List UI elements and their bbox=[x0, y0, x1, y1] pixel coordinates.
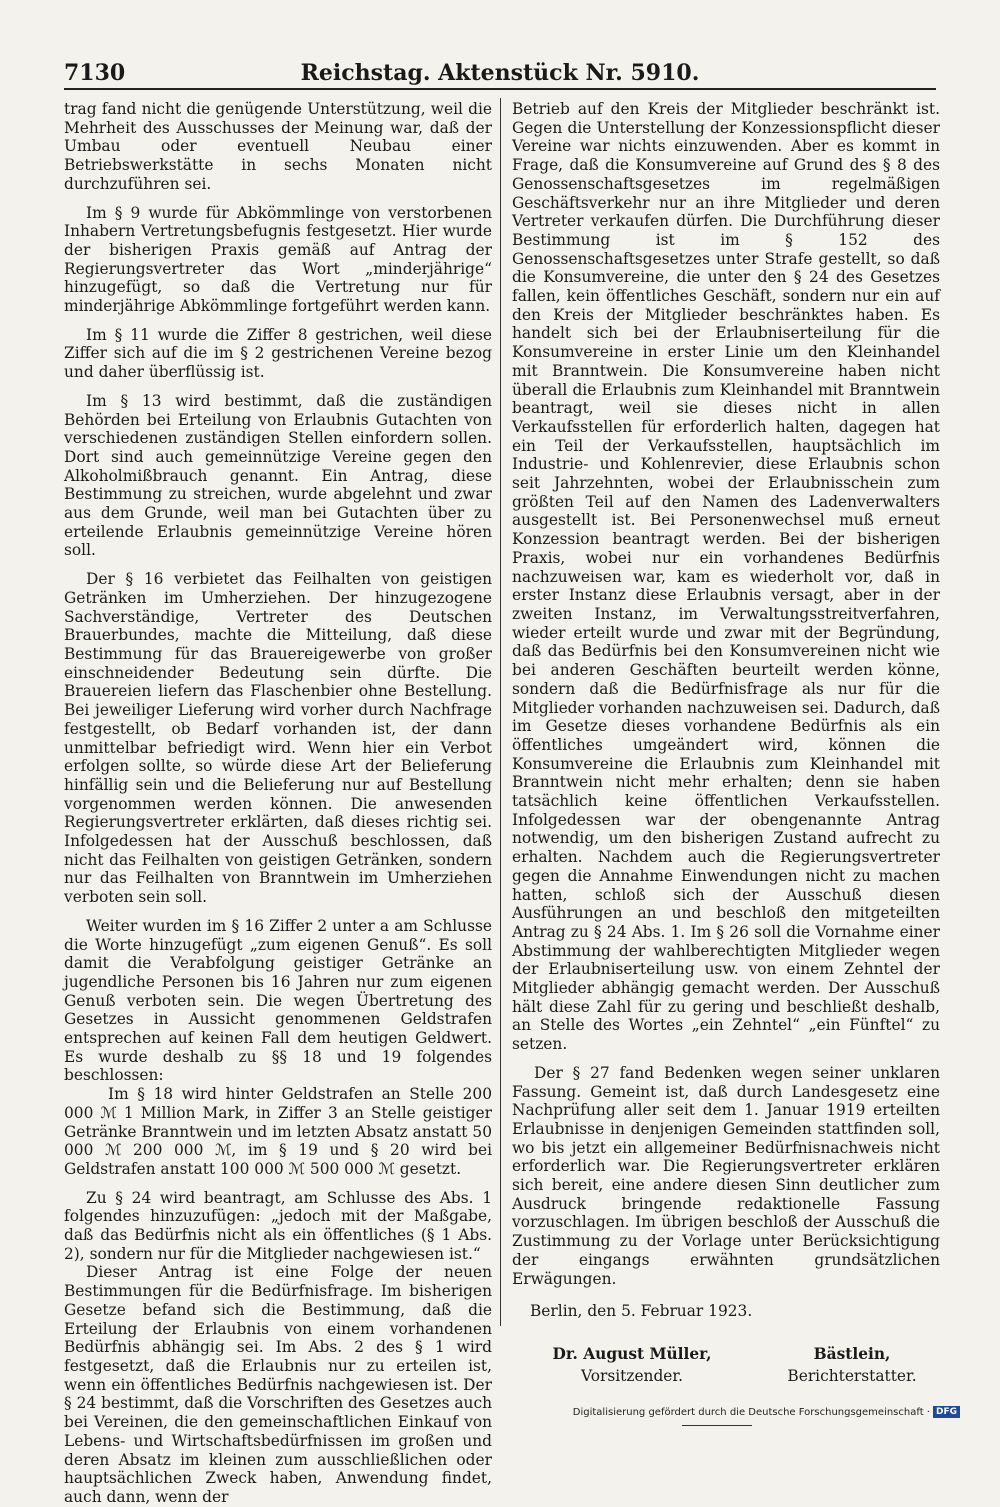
signature-right bbox=[762, 1343, 942, 1387]
signature-left bbox=[542, 1343, 722, 1387]
right-column bbox=[512, 100, 940, 1385]
page-title: Reichstag. Aktenstück Nr. 5910. bbox=[300, 60, 700, 86]
paragraph: Dieser Antrag ist eine Folge der neuen Bestimmungen für die Bedürfnisfrage. Im bisherigen Gesetze befand sich die Bestimmung, daß die Erteilung der Erlaubnis von einem vorhandenen Bedürfnis abhängig sei. Im Abs. 2 des § 1 wird festgesetzt, daß die Erlaubnis nur zu erteilen ist, wenn ein öffentliches Bedürfnis nachgewiesen ist. Der § 24 bestimmt, daß die Vorschriften des Gesetzes auch bei Vereinen, die den gemeinschaftlichen Einkauf von Lebens- und Wirtschaftsbedürfnissen im großen und deren Absatz im kleinen zum ausschließlichen oder hauptsächlichen Zweck haben, Anwendung findet, auch dann, wenn der bbox=[64, 1263, 492, 1506]
column-divider bbox=[500, 98, 501, 1326]
paragraph: Im § 18 wird hinter Geldstrafen an Stelle 200 000 ℳ 1 Million Mark, in Ziffer 3 an Stelle geistiger Getränke Branntwein und im letzten Absatz anstatt 50 000 ℳ 200 000 ℳ, im § 19 und § 20 wird bei Geldstrafen anstatt 100 000 ℳ 500 000 ℳ gesetzt. bbox=[64, 1085, 492, 1178]
paragraph: Betrieb auf den Kreis der Mitglieder beschränkt ist. Gegen die Unterstellung der Konzessionspflicht dieser Vereine war nichts einzuwenden. Aber es kommt in Frage, daß die Konsumvereine auf Grund des § 8 des Genossenschaftsgesetzes im regelmäßigen Geschäftsverkehr nur an ihre Mitglieder und deren Vertreter verkaufen dürfen. Die Durchführung dieser Bestimmung ist im § 152 des Genossenschaftsgesetzes unter Strafe gestellt, so daß die Konsumvereine, die unter den § 24 des Gesetzes fallen, kein öffentliches Geschäft, sondern nur ein auf den Kreis der Mitglieder beschränktes haben. Es handelt sich bei der Erlaubniserteilung für die Konsumvereine in erster Linie um den Kleinhandel mit Branntwein. Die Konsumvereine haben nicht überall die Erlaubnis zum Kleinhandel mit Branntwein beantragt, weil sie dieses nicht in allen Verkaufsstellen für erforderlich halten, dagegen hat ein Teil der Verkaufsstellen, hauptsächlich im Industrie- und Kohlenrevier, diese Erlaubnis schon seit Jahrzehnten, wobei der Erlaubnisschein zum größten Teil auf den Namen des Ladenverwalters ausgestellt ist. Bei Personenwechsel muß erneut Konzession beantragt werden. Bei der bisherigen Praxis, wobei nur ein vorhandenes Bedürfnis nachzuweisen war, kam es wiederholt vor, daß in erster Instanz diese Erlaubnis versagt, aber in der zweiten Instanz, im Verwaltungsstreitverfahren, wieder erteilt wurde und zwar mit der Begründung, daß das Bedürfnis bei den Konsumvereinen nicht wie bei anderen Geschäften beurteilt werden könne, sondern daß die Bedürfnisfrage als nur für die Mitglieder vorhanden nachzuweisen sei. Dadurch, daß im Gesetze dieses vorhandene Bedürfnis als ein öffentliches umgeändert wird, können die Konsumvereine die Erlaubnis zum Kleinhandel mit Branntwein nicht mehr erhalten; denn sie haben tatsächlich keine öffentlichen Verkaufsstellen. Infolgedessen war der obengenannte Antrag notwendig, um den bisherigen Zustand aufrecht zu erhalten. Nachdem auch die Regierungsvertreter gegen die Annahme Einwendungen nicht zu machen hatten, schloß sich der Ausschuß diesen Ausführungen an und beschloß den mitgeteilten Antrag zu § 24 Abs. 1. Im § 26 soll die Vornahme einer Abstimmung der wahlberechtigten Mitglieder wegen der Erlaubniserteilung usw. von einem Zehntel der Mitglieder abhängig gemacht werden. Der Ausschuß hält diese Zahl für zu gering und beschließt deshalb, an Stelle des Wortes „ein Zehntel“ „ein Fünftel“ zu setzen. bbox=[512, 100, 940, 1054]
signatory-role: Berichterstatter. bbox=[787, 1367, 917, 1385]
paragraph: trag fand nicht die genügende Unterstützung, weil die Mehrheit des Ausschusses der Meinung war, daß der Umbau oder eventuell Neubau einer Betriebswerkstätte in sechs Monaten nicht durchzuführen sei. bbox=[64, 100, 492, 193]
digitization-footer bbox=[560, 1406, 960, 1418]
paragraph: Im § 11 wurde die Ziffer 8 gestrichen, weil diese Ziffer sich auf die im § 2 gestrichenen Vereine bezog und daher überflüssig ist. bbox=[64, 325, 492, 382]
paragraph: Im § 13 wird bestimmt, daß die zuständigen Behörden bei Erteilung von Erlaubnis Gutachten von verschiedenen zuständigen Stellen einfordern sollen. Dort sind auch gemeinnützige Vereine gegen den Alkoholmißbrauch genannt. Ein Antrag, diese Bestimmung zu streichen, wurde abgelehnt und zwar aus dem Grunde, weil man bei Gutachten über zu erteilende Erlaubnis gemeinnützige Vereine hören soll. bbox=[64, 391, 492, 560]
dfg-logo-icon: DFG bbox=[933, 1406, 960, 1418]
end-rule bbox=[682, 1425, 752, 1426]
footer-text: Digitalisierung gefördert durch die Deutsche Forschungsgemeinschaft · bbox=[572, 1407, 930, 1418]
signatures bbox=[512, 1343, 940, 1387]
paragraph: Zu § 24 wird beantragt, am Schlusse des Abs. 1 folgendes hinzuzufügen: „jedoch mit der Maßgabe, daß das Bedürfnis nicht als ein öffentliches (§ 1 Abs. 2), sondern nur für die Mitglieder nachgewiesen ist.“ bbox=[64, 1188, 492, 1263]
paragraph: Weiter wurden im § 16 Ziffer 2 unter a am Schlusse die Worte hinzugefügt „zum eigenen Genuß“. Es soll damit die Verabfolgung geistiger Getränke an jugendliche Personen bis 16 Jahren nur zum eigenen Genuß verboten sein. Die wegen Übertretung des Gesetzes in Aussicht genommenen Geldstrafen entsprechen auf keinen Fall dem heutigen Geldwert. Es wurde deshalb zu §§ 18 und 19 folgendes beschlossen: bbox=[64, 916, 492, 1085]
place-date: Berlin, den 5. Februar 1923. bbox=[530, 1302, 753, 1321]
paragraph: Der § 16 verbietet das Feilhalten von geistigen Getränken im Umherziehen. Der hinzugezogene Sachverständige, Vertreter des Deutschen Brauerbundes, machte die Mitteilung, daß diese Bestimmung für das Brauereigewerbe von großer einschneidender Bedeutung sein dürfte. Die Brauereien liefern das Flaschenbier ohne Bestellung. Bei jeweiliger Lieferung wird vorher durch Nachfrage festgestellt, ob Bedarf vorhanden ist, der dann unmittelbar befriedigt wird. Wenn hier ein Verbot erfolgen sollte, so würde diese Art der Belieferung hinfällig sein und die Belieferung nur auf Bestellung vorgenommen werden können. Die anwesenden Regierungsvertreter erklärten, daß dieses richtig sei. Infolgedessen hat der Ausschuß beschlossen, daß nicht das Feilhalten von geistigen Getränken, sondern nur das Feilhalten von Branntwein im Umherziehen verboten sein soll. bbox=[64, 570, 492, 907]
page-number: 7130 bbox=[64, 60, 126, 86]
page-header bbox=[64, 56, 936, 90]
signatory-role: Vorsitzender. bbox=[581, 1367, 683, 1385]
paragraph: Der § 27 fand Bedenken wegen seiner unklaren Fassung. Gemeint ist, daß durch Landesgesetz eine Nachprüfung aller seit dem 1. Januar 1919 erteilten Erlaubnisse in denjenigen Gemeinden stattfinden soll, wo bis jetzt ein allgemeiner Bedürfnisnachweis nicht erforderlich war. Die Regierungsvertreter erklären sich bereit, eine andere diesen Sinn deutlicher zum Ausdruck bringende redaktionelle Fassung vorzuschlagen. Im übrigen beschloß der Ausschuß die Zustimmung zu der Vorlage unter Berücksichtigung der eingangs erwähnten grundsätzlichen Erwägungen. bbox=[512, 1063, 940, 1288]
signatory-name: Dr. August Müller, bbox=[552, 1345, 712, 1363]
left-column bbox=[64, 100, 492, 1506]
signatory-name: Bästlein, bbox=[813, 1345, 891, 1363]
paragraph: Im § 9 wurde für Abkömmlinge von verstorbenen Inhabern Vertretungsbefugnis festgesetzt. Hier wurde der bisherigen Praxis gemäß auf Antrag der Regierungsvertreter das Wort „minderjährige“ hinzugefügt, so daß die Vertretung nur für minderjährige Abkömmlinge fortgeführt werden kann. bbox=[64, 203, 492, 316]
